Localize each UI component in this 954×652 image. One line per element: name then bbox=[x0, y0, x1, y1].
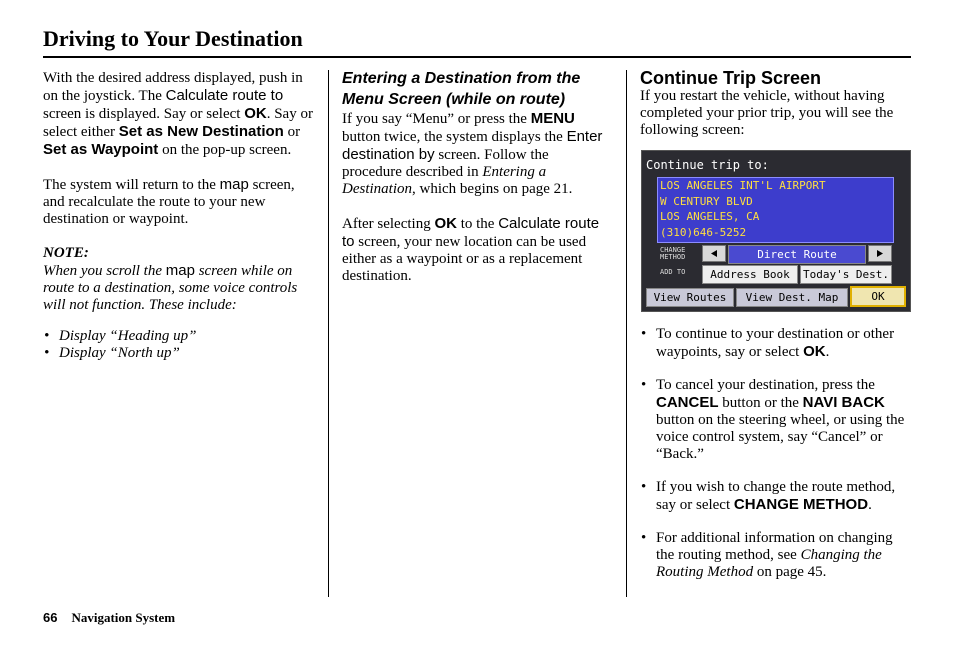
route-prev-button bbox=[702, 245, 726, 262]
paragraph bbox=[43, 176, 315, 228]
text: . bbox=[868, 497, 872, 513]
text: on page 45. bbox=[753, 564, 827, 580]
section-heading: Entering a Destination from the Menu Screen (while on route) bbox=[342, 70, 581, 108]
add-to-label: ADD TO bbox=[660, 268, 686, 276]
paragraph: If you restart the vehicle, without having completed your prior trip, you will see the following screen: bbox=[640, 88, 894, 138]
page-title: Driving to Your Destination bbox=[43, 26, 303, 51]
page-footer bbox=[43, 610, 189, 626]
button-name: NAVI BACK bbox=[802, 394, 885, 411]
address-box bbox=[657, 177, 894, 243]
column-3 bbox=[640, 68, 912, 597]
address-line: LOS ANGELES, CA bbox=[660, 210, 760, 223]
screen-name: Calculate route to bbox=[342, 215, 600, 250]
text: For additional information on changing the routing method, see bbox=[656, 530, 893, 563]
arrow-right-icon bbox=[869, 246, 891, 261]
button-name: MENU bbox=[530, 110, 575, 127]
column-2 bbox=[342, 68, 610, 285]
section-heading: Continue Trip Screen bbox=[640, 68, 822, 88]
note-label: NOTE: bbox=[43, 245, 89, 261]
button-name: OK bbox=[434, 215, 457, 232]
text: When you scroll the bbox=[43, 263, 166, 279]
button-name: OK bbox=[803, 343, 826, 360]
button-name: OK bbox=[244, 105, 267, 122]
label-line: METHOD bbox=[660, 253, 686, 261]
text: With the desired address displayed, push in on the joystick. The bbox=[43, 70, 303, 104]
text: screen, your new location can be used either as a waypoint or as a replacement destination. bbox=[342, 234, 587, 284]
column-1 bbox=[43, 70, 315, 362]
continue-trip-screen-image bbox=[641, 150, 911, 312]
page-number: 66 bbox=[43, 610, 58, 625]
list-item: • Display “North up” bbox=[43, 345, 315, 362]
address-line: LOS ANGELES INT'L AIRPORT bbox=[660, 179, 826, 192]
label-line: CHANGE bbox=[660, 246, 686, 254]
footer-section: Navigation System bbox=[71, 610, 176, 625]
paragraph bbox=[342, 110, 610, 198]
cross-reference: Entering a Destination bbox=[342, 164, 547, 197]
text: or bbox=[283, 124, 301, 140]
button-name: CANCEL bbox=[656, 394, 719, 411]
list-item bbox=[640, 326, 912, 361]
button-name: Set as Waypoint bbox=[43, 141, 159, 158]
text: screen, and recalculate the route to your new destination or waypoint. bbox=[43, 177, 295, 227]
column-divider bbox=[626, 70, 627, 597]
screen-name: map bbox=[165, 262, 195, 279]
paragraph bbox=[342, 215, 610, 285]
text: . Say or select either bbox=[43, 106, 313, 140]
ok-button: OK bbox=[850, 286, 906, 307]
column-divider bbox=[328, 70, 329, 597]
text: button or the bbox=[718, 395, 803, 411]
view-dest-map-button: View Dest. Map bbox=[736, 288, 848, 307]
text: The system will return to the bbox=[43, 177, 220, 193]
arrow-left-icon bbox=[703, 246, 725, 261]
text: After selecting bbox=[342, 216, 435, 232]
todays-dest-button: Today's Dest. bbox=[800, 265, 892, 284]
route-method-field: Direct Route bbox=[728, 245, 866, 264]
text: screen. Follow the procedure described in bbox=[342, 147, 549, 180]
text: button on the steering wheel, or using the voice control system, say “Cancel” or “Back.” bbox=[656, 412, 905, 462]
title-rule bbox=[43, 56, 911, 58]
text: If you wish to change the route method, say or select bbox=[656, 479, 896, 513]
text: screen is displayed. Say or select bbox=[43, 106, 245, 122]
button-name: CHANGE METHOD bbox=[733, 496, 869, 513]
text: If you say “Menu” or press the bbox=[342, 111, 531, 127]
bullet-list bbox=[640, 326, 912, 581]
screen-name: Calculate route to bbox=[165, 87, 284, 104]
note-list bbox=[43, 328, 315, 362]
list-item bbox=[640, 377, 912, 463]
list-item bbox=[640, 479, 912, 514]
text: , which begins on page 21. bbox=[412, 181, 573, 197]
address-line: (310)646-5252 bbox=[660, 225, 747, 239]
text: on the pop-up screen. bbox=[158, 142, 292, 158]
text: screen while on route to a destination, some voice controls will not function. These include: bbox=[43, 263, 298, 313]
text: To cancel your destination, press the bbox=[656, 377, 875, 393]
text: to the bbox=[456, 216, 499, 232]
list-item bbox=[640, 530, 912, 581]
list-item: • Display “Heading up” bbox=[43, 328, 315, 345]
change-method-label bbox=[660, 247, 685, 261]
screen-title: Continue trip to: bbox=[646, 158, 769, 172]
text: button twice, the system displays the bbox=[342, 129, 567, 145]
cross-reference: Changing the Routing Method bbox=[656, 547, 882, 580]
address-line: W CENTURY BLVD bbox=[660, 194, 753, 208]
note-text bbox=[43, 262, 315, 314]
text: To continue to your destination or other waypoints, say or select bbox=[656, 326, 895, 360]
paragraph bbox=[43, 70, 315, 159]
address-book-button: Address Book bbox=[702, 265, 798, 284]
button-name: Set as New Destination bbox=[118, 123, 284, 140]
text: . bbox=[825, 344, 830, 360]
view-routes-button: View Routes bbox=[646, 288, 734, 307]
screen-name: map bbox=[219, 176, 249, 193]
screen-name: Enter destination by bbox=[342, 128, 603, 163]
route-next-button bbox=[868, 245, 892, 262]
